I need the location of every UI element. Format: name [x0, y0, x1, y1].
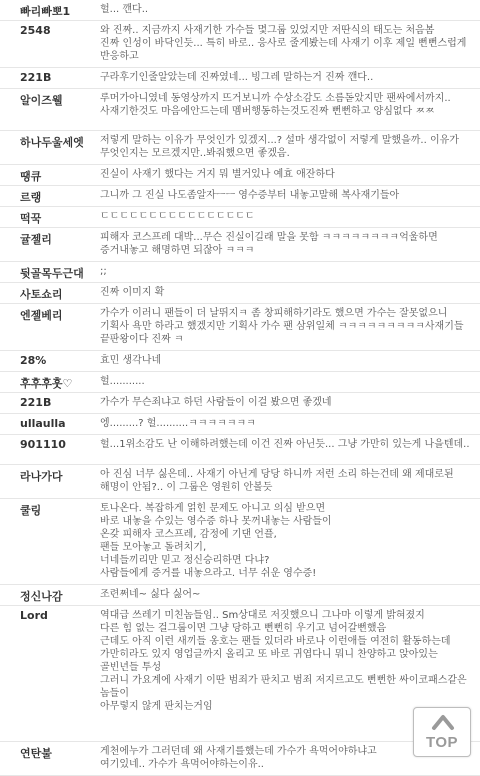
comment-row: [0, 414, 480, 435]
comment-text: 피해자 코스프레 대박...무슨 진실이길래 말을 못함 ㅋㅋㅋㅋㅋㅋㅋㅋ억울하면 증거내놓고 해명하면 되잖아 ㅋㅋㅋ: [100, 232, 438, 256]
comment-author[interactable]: 엔젤베리: [20, 309, 63, 322]
comment-author[interactable]: 후후후훗♡: [20, 377, 73, 390]
comment-row: [0, 283, 480, 304]
comment-row: [0, 393, 480, 414]
comment-text: 그니까 그 진실 나도좀알자ㅡㅡ 영수증부터 내놓고말해 복사재기들아: [100, 190, 400, 201]
comment-author[interactable]: 하나두울세엣: [20, 136, 84, 149]
comment-author[interactable]: 2548: [20, 24, 51, 37]
comment-row: [0, 131, 480, 165]
comment-row: [0, 186, 480, 207]
comment-text: 가수가 무슨죄냐고 하던 사람들이 이걸 봤으면 좋겠네: [100, 397, 332, 408]
comment-text: 토나온다. 복잡하게 얽힌 문제도 아니고 의심 받으면 바로 내놓을 수있는 영수증 하나 못꺼내놓는 사람들이 온갖 피해자 코스프레, 감정에 기댄 언플, 팬들 모아놓고 돌려치기, 너네들끼리만 믿고 정신승리하면 다냐? 사람들에게 증거를 내놓으라고. 너무 쉬운 영수증!: [100, 503, 332, 579]
comment-row: [0, 228, 480, 262]
comment-text: 아 진심 너무 싫은데.. 사재기 아닌게 당당 하니까 저런 소리 하는건데 왜 제대로된 해명이 안됨?.. 이 그룹은 영원히 안볼듯: [100, 469, 454, 493]
comment-text: 헐... 깬다..: [100, 4, 149, 15]
comment-row: [0, 435, 480, 465]
comment-text: 루머가아니였네 동영상까지 뜨거보니까 수상소감도 소름돋았지만 팬싸에서까지.. 사재기한것도 마음에안드는데 멤버행동하는것도진짜 뻔뻔하고 양심없다 ㅉㅉ: [100, 93, 451, 117]
comment-row: [0, 499, 480, 585]
comment-author[interactable]: 귤젤리: [20, 233, 52, 246]
chevron-up-icon: [431, 713, 455, 731]
comment-row: [0, 207, 480, 228]
comment-text: 구라후기인줄알았는데 진짜였네... 빙그레 말하는거 진짜 깬다..: [100, 72, 374, 83]
comment-author[interactable]: 빠리빠뽀1: [20, 5, 71, 18]
comment-text: 엥.........? 헐..........ㅋㅋㅋㅋㅋㅋㅋ: [100, 418, 256, 429]
comment-author[interactable]: 901110: [20, 438, 66, 451]
comment-row: [0, 372, 480, 393]
comment-text: 진실이 사재기 했다는 거지 뭐 별거있나 예효 애잔하다: [100, 169, 335, 180]
comment-author[interactable]: 땡큐: [20, 170, 42, 183]
comment-row: [0, 304, 480, 351]
comment-text: 헐...1위소감도 난 이해하려했는데 이건 진짜 아닌듯... 그냥 가만히 있는게 나을텐데..: [100, 439, 470, 450]
comment-author[interactable]: ullaulla: [20, 417, 66, 430]
comment-row: [0, 262, 480, 283]
comment-author[interactable]: 사토쇼리: [20, 288, 63, 301]
comment-row: [0, 165, 480, 186]
scroll-to-top-label: TOP: [425, 734, 459, 751]
comment-author[interactable]: 연탄불: [20, 747, 52, 760]
comment-text: ;;: [100, 266, 107, 277]
comment-text: 게천에누가 그러던데 왜 사재기를했는데 가수가 욕먹어야하냐고 여기있네.. 가수가 욕먹어야하는이유..: [100, 746, 377, 770]
comment-row: [0, 89, 480, 131]
comment-row: [0, 351, 480, 372]
comment-text: 진짜 이미지 확: [100, 287, 165, 298]
comment-author[interactable]: 뒷골목두근대: [20, 267, 84, 280]
comment-author[interactable]: 쿨링: [20, 504, 42, 517]
comment-text: 가수가 이러니 팬들이 더 날뛰지ㅋ 좀 창피해하기라도 했으면 가수는 잘못없으니 기획사 욕만 하라고 했겠지만 기획사 가수 팬 삼위일체 ㅋㅋㅋㅋㅋㅋㅋㅋㅋ사재기들 끝판왕이다 진짜 ㅋ: [100, 308, 464, 345]
comment-row: [0, 68, 480, 89]
comment-text: 저렇게 말하는 이유가 무엇인가 있겠지...? 설마 생각없이 저렇게 말했을까.. 이유가 무엇인지는 모르겠지만..봐줘했으면 좋겠음.: [100, 135, 459, 159]
comment-author[interactable]: 알이즈웰: [20, 94, 63, 107]
comment-row: [0, 606, 480, 742]
comment-author[interactable]: 221B: [20, 71, 52, 84]
comment-author[interactable]: 르랭: [20, 191, 42, 204]
comment-row: [0, 465, 480, 499]
comment-row: [0, 585, 480, 606]
comment-author[interactable]: 라나가다: [20, 470, 63, 483]
comment-text: ㄷㄷㄷㄷㄷㄷㄷㄷㄷㄷㄷㄷㄷㄷㄷㄷ: [100, 211, 255, 222]
scroll-to-top-button[interactable]: [413, 707, 471, 757]
comment-author[interactable]: 정신나감: [20, 590, 63, 603]
comment-author[interactable]: Lord: [20, 609, 48, 622]
comment-row: [0, 742, 480, 776]
comment-text: 효민 생각나네: [100, 355, 162, 366]
comment-text: 헐...........: [100, 376, 145, 387]
comment-row: [0, 21, 480, 68]
comment-text: 조련쩌네~ 싫다 싫어~: [100, 589, 201, 600]
comment-author[interactable]: 28%: [20, 354, 47, 367]
comment-row: [0, 0, 480, 21]
comment-text: 역대급 쓰레기 미친놈들임.. Sm상대로 저짓했으니 그나마 이렇게 밝혀졌지 다른 힘 없는 걸그룹이면 그냥 당하고 뻔뻔히 우기고 넘어갈뻔했음 근데도 아직 이런 새끼들 옹호는 팬들 있더라 바로나 이런애들 여전히 활동하는데 가만히라도 있지 영업글까지 올리고 또 바로 귀엽다니 뭐니 찬양하고 앉아있는 골빈년들 투성 그러니 가요계에 사재기 이딴 범죄가 판치고 범죄 저지르고도 뻔뻔한 싸이코패스같은 놈들이 아무렇지 않게 판치는거임: [100, 610, 467, 712]
comment-author[interactable]: 221B: [20, 396, 52, 409]
comment-text: 와 진짜.. 지금까지 사재기한 가수들 몇그룹 있었지만 저딴식의 태도는 처음봄 진짜 인성이 바닥인듯... 특히 바로.. 응사로 줄게봤는데 사재기 이후 제일 뻔뻔스럽게 반응하고: [100, 25, 467, 62]
comment-author[interactable]: 떡꾹: [20, 212, 42, 225]
